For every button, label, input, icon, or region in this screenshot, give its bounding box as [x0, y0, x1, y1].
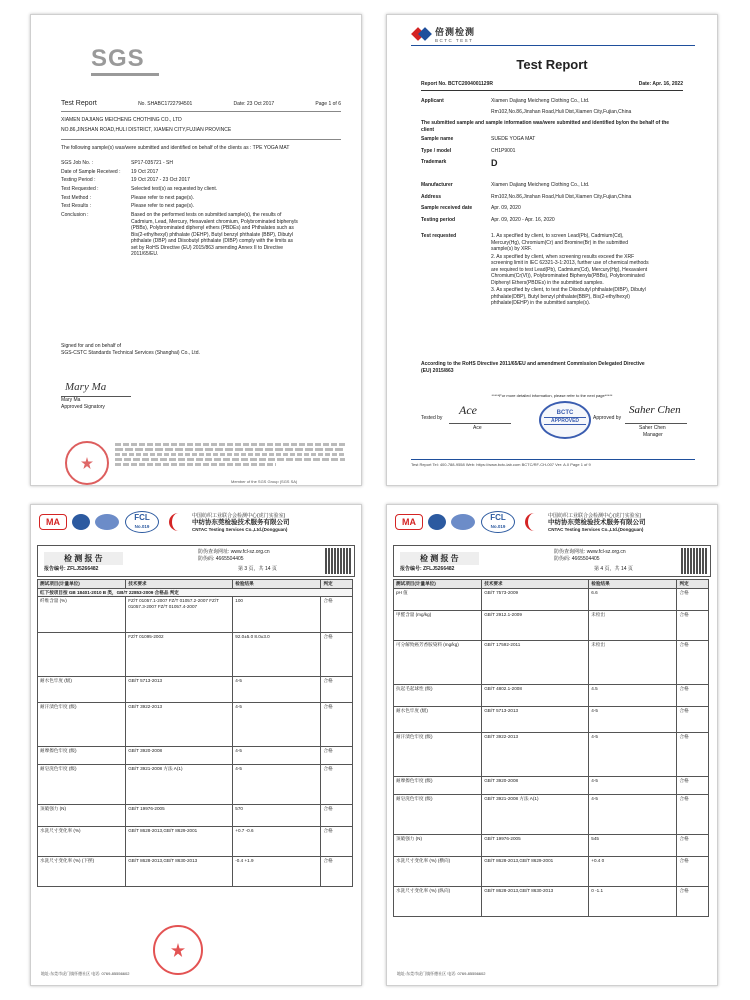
sgs-logo: SGS: [91, 45, 145, 72]
field-label: Type / model: [421, 147, 452, 154]
divider: [61, 111, 341, 112]
table-cell: FZ/T 01057.1-2007 FZ/T 01057.2-2007 FZ/T 01057.3-2007 FZ/T 01057.4-2007: [126, 597, 233, 633]
table-cell: 4-5: [233, 703, 321, 747]
table-cell: GB/T 19976-2005: [482, 834, 589, 856]
red-seal: [153, 925, 203, 975]
table-cell: 合格: [321, 747, 353, 765]
table-row: [38, 747, 353, 765]
trademark-logo: D: [491, 158, 498, 168]
table-cell: 100: [233, 597, 321, 633]
test-requested-item: 1. As specified by client, to screen Lead(Pb), Cadmium(Cd), Mercury(Hg), Chromium(Cr) and Bromine(Br) in the submitted sample(s) by XRF.: [491, 233, 628, 252]
results-table: [393, 579, 709, 917]
table-cell: FZ/T 01095-2002: [126, 633, 233, 677]
field-value: Rm102,No.86,Jinshan Road,Huli Dist,Xiamen City,Fujian,China: [491, 193, 632, 200]
field-label: Testing Period :: [61, 177, 96, 184]
cert-logos: [395, 511, 646, 533]
table-row: [38, 857, 353, 887]
table-cell: 合格: [321, 677, 353, 703]
report-header-row: [421, 81, 683, 88]
field-label: Test Requested :: [61, 186, 99, 193]
table-row: [38, 588, 353, 597]
bctc-brand: [411, 25, 475, 43]
next-page-note: *****For more detailed information, please refer to the next page*****: [491, 393, 613, 398]
table-cell: GB/T 8628-2013,GB/T 8629-2001: [482, 856, 589, 886]
table-cell: 545: [589, 834, 677, 856]
field-value: SUEDE YOGA MAT: [491, 136, 536, 142]
table-row: [394, 684, 709, 706]
client-name: XIAMEN DAJIANG MEICHENG CHOTHING CO., LTD: [61, 117, 182, 123]
report-head-box: [37, 545, 355, 577]
approved-name: Saher Chen: [639, 425, 666, 431]
sgs-test-report: [30, 14, 362, 486]
table-cell: 6.6: [589, 588, 677, 610]
table-cell: 合格: [677, 776, 709, 794]
field-row: [61, 186, 341, 193]
table-cell: pH 值: [394, 588, 482, 610]
field-value: SP17-035721 - SH: [131, 160, 173, 166]
table-row: [394, 588, 709, 610]
anti-fake-code: 防伪码: 4665504405: [198, 556, 244, 562]
field-value: CH1P9001: [491, 147, 516, 154]
field-row: [421, 98, 683, 105]
page-title: Test Report: [516, 57, 588, 72]
page-title: 检 测 报 告: [400, 552, 479, 565]
anti-fake-url: 防伪查询网址: www.fcl-sz.org.cn: [554, 549, 626, 555]
anti-fake-url: 防伪查询网址: www.fcl-sz.org.cn: [198, 549, 270, 555]
field-value: Rm102,No.86,Jinshan Road,Huli Dist,Xiamen City,Fujian,China: [491, 108, 632, 115]
table-header-row: [394, 580, 709, 589]
table-cell: 顶破强力 (N): [394, 834, 482, 856]
test-requested-item: 2. As specified by client, when screening results exceed the XRF screening limit in IEC 62321-3-1:2013, further use of chemical methods are required to test Lead(Pb), Cadmium(Cd), Mercury(Hg), Hexavalent Chromium(Cr(VI)), Polybrominated Biphenyls(PBBs), Polybrominated Diphenyl Ethers(PBDEs) in the submitted samples.: [491, 253, 649, 286]
table-cell: GB/T 3921-2008 方法 A(1): [482, 794, 589, 834]
fields-list: [61, 160, 341, 258]
table-cell: 耐汗渍色牢度 (级): [394, 732, 482, 776]
qr-code: [681, 548, 707, 574]
table-cell: GB/T 3922-2013: [482, 732, 589, 776]
table-cell: 纤维含量 (%): [38, 597, 126, 633]
table-header-row: [38, 580, 353, 589]
cntac-logo-icon: [169, 513, 188, 531]
divider: [61, 139, 341, 140]
tested-by-block: [421, 403, 521, 431]
anti-fake-code: 防伪码: 4665504405: [554, 556, 600, 562]
table-row: [394, 706, 709, 732]
field-row: [61, 169, 341, 176]
field-value: Apr. 09, 2020 - Apr. 16, 2020: [491, 216, 555, 223]
brand-en: BCTC TEST: [435, 38, 474, 43]
column-header: 检验结果: [589, 580, 677, 589]
intro-text: The following sample(s) was/were submitted and identified on behalf of the clients as : TPE YOGA MAT: [61, 145, 290, 151]
divider: [411, 459, 695, 460]
table-cell: 耐摩擦色牢度 (级): [394, 776, 482, 794]
report-number: 报告编号: ZFLJ5266482: [400, 566, 455, 572]
field-label: [421, 109, 491, 116]
table-cell: 合格: [677, 640, 709, 684]
client-address: NO.86,JINSHAN ROAD,HULI DISTRICT, XIAMEN CITY,FUJIAN PROVINCE: [61, 126, 232, 133]
field-row: [421, 109, 683, 116]
field-label: Applicant: [421, 98, 444, 104]
table-row: [394, 794, 709, 834]
table-cell: 红下按项目按 GB 18401-2010 B 类，GB/T 22853-2009 合格品 判定: [38, 588, 353, 597]
table-cell: 水洗尺寸变化率 (%) (下摆): [38, 857, 126, 887]
table-cell: 水洗尺寸变化率 (%): [38, 827, 126, 857]
field-row: [421, 205, 683, 212]
table-cell: 合格: [321, 857, 353, 887]
field-row: [61, 195, 341, 202]
table-cell: 合格: [321, 805, 353, 827]
signature: Mary Ma: [65, 381, 107, 393]
field-note: The submitted sample and sample information was/were submitted and identified by/on the behalf of the client: [421, 120, 670, 133]
table-cell: 570: [233, 805, 321, 827]
cnas-logo: [451, 514, 475, 530]
field-value: 19 Oct 2017 - 23 Oct 2017: [131, 177, 190, 184]
report-number: No. SHABC1722794501: [138, 101, 193, 107]
report-header-row: [61, 101, 341, 108]
header-cn: 中国纺织工业联合会检测中心(虎门实验室): [548, 512, 642, 519]
table-cell: 耐皂洗色牢度 (级): [394, 794, 482, 834]
stamp-top-text: BCTC: [556, 410, 574, 416]
ilac-logo: [428, 514, 446, 530]
page-number: 第 3 页，共 14 页: [238, 566, 277, 572]
field-value: Xiamen Dajiang Meicheng Clothing Co., Ltd.: [491, 98, 590, 104]
divider: [411, 45, 695, 46]
column-header: 技术要求: [482, 580, 589, 589]
tested-signature: Ace: [459, 403, 477, 417]
table-cell: 合格: [677, 856, 709, 886]
report-date: Date: 23 Oct 2017: [233, 101, 275, 107]
approved-stamp: [539, 401, 591, 439]
header-cn: 中国纺织工业联合会检测中心(虎门实验室): [192, 512, 286, 519]
field-label: Trademark: [421, 159, 447, 165]
table-row: [38, 827, 353, 857]
table-cell: 合格: [677, 588, 709, 610]
table-cell: 未检出: [589, 610, 677, 640]
table-cell: GB/T 3921-2008 方法 A(1): [126, 765, 233, 805]
field-label: Test Method :: [61, 194, 92, 201]
conclusion-row: [61, 212, 341, 258]
page-number: 第 4 页，共 14 页: [594, 566, 633, 572]
fcl-logo: FCL No.019: [125, 511, 159, 533]
field-row: [421, 159, 683, 168]
table-cell: 水洗尺寸变化率 (%) (纵向): [394, 886, 482, 916]
field-row: [421, 182, 683, 189]
table-row: [394, 776, 709, 794]
table-cell: GB/T 5713-2013: [482, 706, 589, 732]
table-cell: 合格: [321, 703, 353, 747]
table-cell: 4-5: [589, 776, 677, 794]
legal-fine-print: [115, 443, 345, 477]
table-cell: 4-5: [233, 677, 321, 703]
table-cell: 合格: [677, 834, 709, 856]
table-cell: GB/T 5713-2013: [126, 677, 233, 703]
footer-text: 地址:东莞市虎门镇怀德社区 电话: 0769-85556602: [397, 971, 486, 976]
signature-line: [625, 423, 687, 424]
approved-by-label: Approved by: [593, 415, 622, 421]
table-cell: 合格: [321, 827, 353, 857]
column-header: 测试项目(计量单位): [38, 580, 126, 589]
test-requested-item: 3. As specified by client, to test the Diisobutyl phthalate(DIBP), Dibutyl phthalate(DBP), Butyl benzyl phthalate(BBP), Bis(2-ethylhexyl) phthalate(DEHP) in the submitted sample(s).: [491, 287, 646, 306]
report-head-box: [393, 545, 711, 577]
according-text: According to the RoHS Directive 2011/65/EU and amendment Commission Delegated Directive (EU) 2015/863: [421, 361, 645, 374]
table-cell: GB/T 3920-2008: [482, 776, 589, 794]
table-cell: 4-5: [233, 765, 321, 805]
fcl-logo: FCL No.019: [481, 511, 515, 533]
fcl-number: No.019: [490, 524, 506, 529]
field-label: Address: [421, 193, 442, 200]
table-cell: 4-5: [589, 794, 677, 834]
field-value: Selected test(s) as requested by client.: [131, 186, 218, 193]
signed-line-2: SGS-CSTC Standards Technical Services (Shanghai) Co., Ltd.: [61, 349, 200, 356]
table-cell: GB/T 8628-2013,GB/T 8630-2013: [126, 857, 233, 887]
ma-logo: MA: [395, 514, 423, 530]
field-row: [421, 217, 683, 224]
table-cell: 合格: [677, 794, 709, 834]
cntac-report-page-4: [386, 504, 718, 986]
field-value: Xiamen Dajiang Meicheng Clothing Co., Ltd.: [491, 182, 590, 188]
header-cn-2: 中纺协东莞检验技术服务有限公司: [548, 518, 646, 526]
table-cell: 未检出: [589, 640, 677, 684]
table-cell: GB/T 7573-2009: [482, 588, 589, 610]
table-row: [38, 633, 353, 677]
tested-name: Ace: [473, 425, 482, 431]
conclusion-label: Conclusion :: [61, 212, 89, 219]
table-row: [394, 834, 709, 856]
table-cell: 4-5: [589, 732, 677, 776]
table-cell: GB/T 3920-2008: [126, 747, 233, 765]
header-cn-2: 中纺协东莞检验技术服务有限公司: [192, 518, 290, 526]
field-row: [421, 136, 683, 143]
table-cell: 甲醛含量 (mg/kg): [394, 610, 482, 640]
table-cell: GB/T 3922-2013: [126, 703, 233, 747]
field-row: [61, 160, 341, 167]
table-cell: GB/T 8628-2013,GB/T 8629-2001: [126, 827, 233, 857]
table-cell: +0.4 0: [589, 856, 677, 886]
table-cell: 耐水色牢度 (级): [38, 677, 126, 703]
test-requested-label: Test requested: [421, 233, 457, 239]
table-row: [394, 610, 709, 640]
table-cell: 92.0±5.0 8.0±3.0: [233, 633, 321, 677]
ma-logo: MA: [39, 514, 67, 530]
field-value: Please refer to next page(s).: [131, 203, 195, 210]
header-en: CNTAC Testing Services Co.,Ltd.(Dongguan): [192, 526, 288, 532]
column-header: 测试项目(计量单位): [394, 580, 482, 589]
field-value: Please refer to next page(s).: [131, 194, 195, 201]
table-cell: 0 -1.1: [589, 886, 677, 916]
client-block: [61, 117, 341, 133]
cnas-logo: [95, 514, 119, 530]
table-cell: GB/T 2912.1-2009: [482, 610, 589, 640]
field-row: [421, 194, 683, 201]
field-label: Sample received date: [421, 205, 473, 211]
footer-text: 地址:东莞市虎门镇怀德社区 电话: 0769-85556602: [41, 971, 130, 976]
approved-by-block: [593, 404, 693, 438]
report-date: Date: Apr. 16, 2022: [638, 81, 683, 87]
column-header: 判定: [321, 580, 353, 589]
footer-text: Member of the SGS Group (SGS SA): [231, 479, 298, 484]
table-cell: 抗起毛起球性 (级): [394, 684, 482, 706]
table-cell: 耐汗渍色牢度 (级): [38, 703, 126, 747]
table-cell: 合格: [677, 732, 709, 776]
report-number: Report No. BCTC2004001129R: [421, 81, 493, 87]
table-row: [394, 856, 709, 886]
table-cell: GB/T 19976-2005: [126, 805, 233, 827]
signer-role: Approved Signatory: [61, 403, 105, 410]
page-title: 检 测 报 告: [44, 552, 123, 565]
stamp-seal: [65, 441, 109, 485]
table-cell: +0.7 -0.6: [233, 827, 321, 857]
table-cell: 4-5: [233, 747, 321, 765]
page-number: Page 1 of 6: [315, 101, 341, 107]
stamp-mid-text: APPROVED: [544, 417, 586, 425]
cntac-report-page-3: [30, 504, 362, 986]
field-label: Manufacturer: [421, 182, 453, 188]
approved-signature: Saher Chen: [629, 404, 681, 416]
table-cell: 耐水色牢度 (级): [394, 706, 482, 732]
bctc-test-report: [386, 14, 718, 486]
field-row: [421, 148, 683, 155]
approved-role: Manager: [643, 432, 663, 438]
field-value: 19 Oct 2017: [131, 168, 159, 175]
footer-text: Test Report Tel: 400-788-9558 Web: https://www.bctc-lab.com BCTC/RF-CH-007 Ver: A.0 Page 1 of 9: [411, 462, 591, 467]
cntac-logo-icon: [525, 513, 544, 531]
signature-line: [449, 423, 511, 424]
table-cell: 合格: [677, 706, 709, 732]
cert-logos: [39, 511, 290, 533]
field-row: [61, 203, 341, 210]
signature-block: [61, 343, 341, 410]
tested-by-label: Tested by: [421, 415, 443, 421]
table-cell: 合格: [321, 633, 353, 677]
table-cell: 合格: [321, 597, 353, 633]
ilac-logo: [72, 514, 90, 530]
results-table: [37, 579, 353, 887]
table-cell: 耐皂洗色牢度 (级): [38, 765, 126, 805]
field-label: SGS Job No. :: [61, 160, 93, 166]
table-cell: 耐摩擦色牢度 (级): [38, 747, 126, 765]
fcl-number: No.019: [134, 524, 150, 529]
fields-list: [421, 98, 683, 307]
table-cell: 顶破强力 (N): [38, 805, 126, 827]
brand-cn: 倍测检测: [435, 27, 476, 37]
divider: [421, 90, 683, 91]
table-cell: 合格: [321, 765, 353, 805]
table-cell: [38, 633, 126, 677]
table-cell: 水洗尺寸变化率 (%) (横向): [394, 856, 482, 886]
header-en: CNTAC Testing Services Co.,Ltd.(Dongguan): [548, 526, 644, 532]
table-row: [38, 677, 353, 703]
field-label: Test Results :: [61, 203, 92, 210]
column-header: 技术要求: [126, 580, 233, 589]
table-row: [394, 732, 709, 776]
table-row: [38, 765, 353, 805]
test-requested-row: [421, 233, 683, 307]
table-row: [38, 597, 353, 633]
signer-name: Mary Ma: [61, 397, 81, 403]
conclusion-text: Based on the performed tests on submitted sample(s), the results of Cadmium, Lead, Mercury, Hexavalent chromium, Polybrominated biphenyls (PBBs), Polybrominated diphenyl ethers (PBDEs) and Phthalates such as Bis(2-ethylhexyl) phthalate (DEHP), Butyl benzyl phthalate (BBP), Dibutyl phthalate (DBP) and Diisobutyl phthalate (DIBP) comply with the limits as set by RoHS Directive (EU) 2015/863 amending Annex II to Directive 2011/65/EU.: [131, 212, 298, 258]
table-cell: 4.5: [589, 684, 677, 706]
field-label: Date of Sample Received :: [61, 168, 121, 175]
table-cell: GB/T 8628-2013,GB/T 8630-2013: [482, 886, 589, 916]
field-label: Sample name: [421, 136, 454, 142]
signed-line-1: Signed for and on behalf of: [61, 343, 122, 349]
table-cell: 合格: [677, 610, 709, 640]
table-row: [38, 703, 353, 747]
qr-code: [325, 548, 351, 574]
column-header: 检验结果: [233, 580, 321, 589]
field-row: [61, 177, 341, 184]
page-title: Test Report: [61, 100, 97, 107]
column-header: 判定: [677, 580, 709, 589]
sgs-logo-bar: [91, 73, 159, 76]
bctc-logo-icon: [411, 27, 431, 41]
table-row: [38, 805, 353, 827]
table-cell: 4-5: [589, 706, 677, 732]
table-cell: GB/T 4802.1-2008: [482, 684, 589, 706]
table-row: [394, 640, 709, 684]
field-value: Apr. 09, 2020: [491, 205, 521, 211]
table-cell: GB/T 17592-2011: [482, 640, 589, 684]
table-cell: 合格: [677, 886, 709, 916]
field-label: Testing period: [421, 216, 456, 223]
table-cell: 可分解致癌芳香胺染料 (mg/kg): [394, 640, 482, 684]
table-cell: 合格: [677, 684, 709, 706]
report-number: 报告编号: ZFLJ5266482: [44, 566, 99, 572]
table-row: [394, 886, 709, 916]
table-cell: -0.4 +1.9: [233, 857, 321, 887]
